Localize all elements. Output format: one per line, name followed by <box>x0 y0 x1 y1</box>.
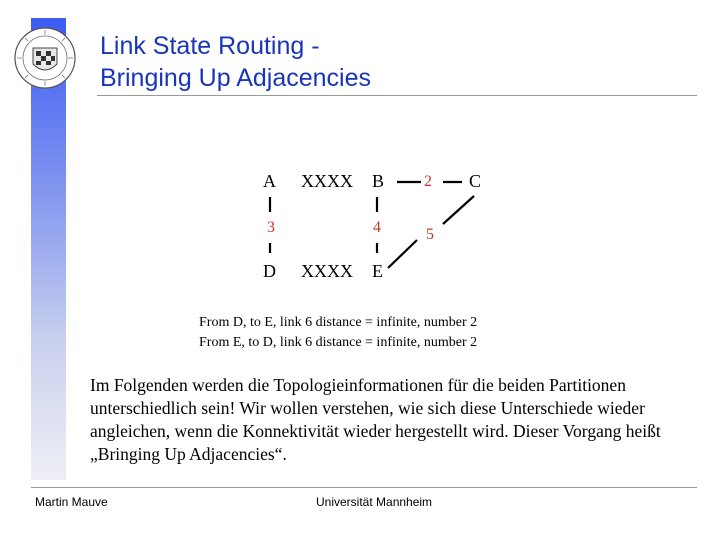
node-d: D <box>263 261 276 281</box>
lsa-info-line-1: From D, to E, link 6 distance = infinite, number 2 <box>199 315 478 330</box>
link-cost-c-e: 5 <box>426 226 434 243</box>
link-c-5 <box>443 196 474 224</box>
node-b: B <box>372 171 385 191</box>
node-a: A <box>263 171 276 191</box>
footer-divider <box>31 487 697 488</box>
footer-author: Martin Mauve <box>35 495 108 509</box>
slide-title <box>100 30 371 94</box>
node-e: E <box>372 261 383 281</box>
link-cost-b-e: 4 <box>373 219 381 236</box>
link-label-a-b: XXXX <box>301 171 353 191</box>
lsa-info-line-2: From E, to D, link 6 distance = infinite, number 2 <box>199 335 478 350</box>
node-c: C <box>469 171 482 191</box>
link-5-e <box>388 240 417 268</box>
lsa-info-block <box>199 313 477 353</box>
link-cost-b-c: 2 <box>424 173 432 190</box>
footer-institution: Universität Mannheim <box>316 495 433 509</box>
slide-title-line-1: Link State Routing - <box>100 32 320 60</box>
title-divider <box>97 95 697 96</box>
body-paragraph: Im Folgenden werden die Topologieinformationen für die beiden Partitionen unterschiedlich sein! Wir wollen verstehen, wie sich diese Unterschiede wieder angleichen, wenn die Konnektivität wieder hergestellt wird. Dieser Vorgang heißt „Bringing Up Adjacencies“. <box>90 375 661 464</box>
slide-title-line-2: Bringing Up Adjacencies <box>100 64 371 92</box>
link-label-d-e: XXXX <box>301 261 353 281</box>
university-seal-icon <box>13 26 77 90</box>
link-cost-a-d: 3 <box>267 219 275 236</box>
